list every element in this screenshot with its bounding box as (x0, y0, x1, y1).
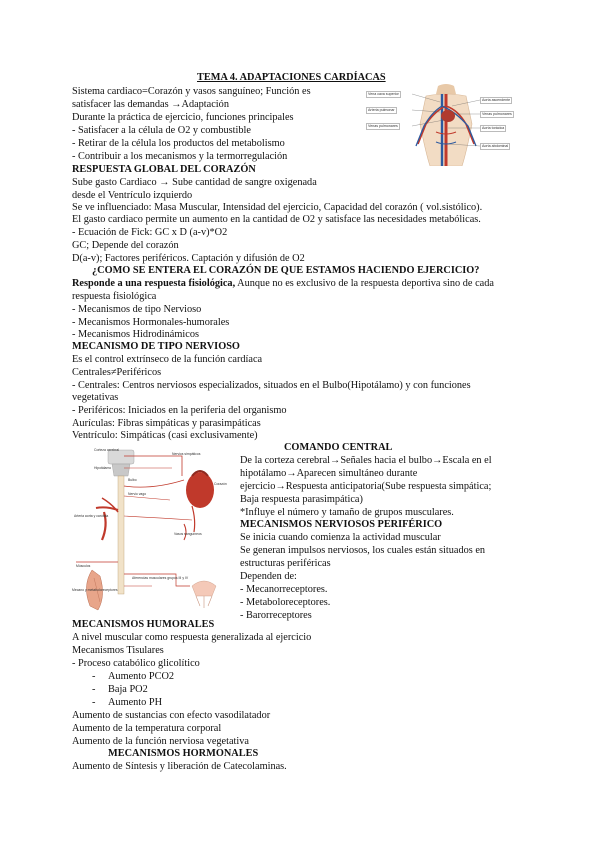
text-line: Sube gasto Cardiaco → Sube cantidad de sangre oxigenada (72, 177, 317, 188)
text-line: Se generan impulsos nerviosos, los cuales están situados en (240, 545, 486, 556)
text-line: estructuras periféricas (240, 558, 331, 569)
section-heading: COMANDO CENTRAL (284, 442, 393, 453)
text-line: - Mecanorreceptores. (240, 584, 328, 595)
text-line: De la corteza cerebral→Señales hacia el bulbo→Escala en el (240, 455, 492, 466)
text-line (72, 278, 494, 290)
fig-label: Venas pulmonares (482, 112, 512, 116)
fig-label: Aferencias musculares grupos III y IV (132, 576, 189, 580)
lead-rest: Aunque no es exclusivo de la respuesta deportiva sino de cada (235, 278, 494, 289)
text-line: Baja respuesta parasimpática) (240, 494, 363, 505)
text-line: ejercicio→Respuesta anticipatoria(Sube respuesta simpática; (240, 481, 492, 492)
fig-label: Vasos sanguíneos (174, 532, 202, 536)
fig-label: Aorta abdominal (482, 144, 509, 148)
text-line: - Metaboloreceptores. (240, 597, 331, 608)
text-line: - Mecanismos Hidrodinámicos (72, 329, 199, 340)
text-line: Es el control extrínseco de la función cardíaca (72, 354, 263, 365)
bullet-item: Aumento PH (108, 697, 163, 708)
text-line: - Barorreceptores (240, 610, 312, 621)
bullet-item: Baja PO2 (108, 684, 148, 695)
text-line: Se inicia cuando comienza la actividad muscular (240, 532, 441, 543)
section-heading: MECANISMOS HORMONALES (108, 748, 259, 759)
fig-label: Mecano y metaboloreceptores (72, 588, 118, 592)
intro-line: - Contribuir a los mecanismos y la termorregulación (72, 151, 288, 162)
text-line: Ventrículo: Simpáticas (casi exclusivamente) (72, 430, 258, 441)
text-line: Se ve influenciado: Masa Muscular, Intensidad del ejercicio, Capacidad del corazón ( vol.sistólico). (72, 202, 483, 213)
circulatory-system-figure (366, 84, 526, 166)
bullet-dash: - (92, 671, 96, 682)
bullet-dash: - (92, 697, 96, 708)
fig-label: Hipotálamo (94, 466, 112, 470)
section-heading: ¿COMO SE ENTERA EL CORAZÓN DE QUE ESTAMOS HACIENDO EJERCICIO? (92, 265, 480, 276)
text-line: desde el Ventrículo izquierdo (72, 190, 193, 201)
fig-label: Corazón (214, 482, 227, 486)
fig-label: Arteria pulmonar (368, 108, 395, 112)
text-line: Mecanismos Tisulares (72, 645, 164, 656)
text-line: hipotálamo→Aparecen simultáneo durante (240, 468, 418, 479)
text-line: - Centrales: Centros nerviosos especializados, situados en el Bulbo(Hipotálamo) y con funciones (72, 380, 471, 391)
text-line: Dependen de: (240, 571, 297, 582)
fig-label: Bulbo (128, 478, 137, 482)
fig-label: Corteza cerebral (94, 448, 120, 452)
bullet-dash: - (92, 684, 96, 695)
fig-label: Músculos (76, 564, 91, 568)
text-line: Aumento de la función nerviosa vegetativa (72, 736, 249, 747)
bullet-item: Aumento PCO2 (108, 671, 175, 682)
intro-line: Sistema cardiaco=Corazón y vasos sanguíneo; Función es (72, 86, 311, 97)
section-heading: MECANISMO DE TIPO NERVIOSO (72, 341, 240, 352)
fig-label: Venas pulmonares (368, 124, 398, 128)
bold-lead: Responde a una respuesta fisiológica, (72, 278, 236, 289)
text-line: - Mecanismos Hormonales-humorales (72, 317, 230, 328)
fig-label: Aorta ascendente (482, 98, 511, 102)
text-line: - Periféricos: Iniciados en la periferia del organismo (72, 405, 287, 416)
intro-line: - Satisfacer a la célula de O2 y combustible (72, 125, 251, 136)
fig-label: Arteria aorta y carótida (74, 514, 109, 518)
text-line: Aumento de sustancias con efecto vasodilatador (72, 710, 271, 721)
page-title: TEMA 4. ADAPTACIONES CARDÍACAS (197, 72, 386, 83)
section-heading: RESPUESTA GLOBAL DEL CORAZÓN (72, 164, 256, 175)
text-line: Aurículas: Fibras simpáticas y parasimpáticas (72, 418, 261, 429)
text-line: Centrales≠Periféricos (72, 367, 162, 378)
fig-label: Vena cava superior (368, 92, 399, 96)
text-line: *Influye el número y tamaño de grupos musculares. (240, 507, 454, 518)
text-line: El gasto cardiaco permite un aumento en la cantidad de O2 y satisface las necesidades metabólicas. (72, 214, 481, 225)
text-line: GC; Depende del corazón (72, 240, 179, 251)
text-line: D(a-v); Factores periféricos. Captación y difusión de O2 (72, 253, 305, 264)
text-line: - Proceso catabólico glicolítico (72, 658, 200, 669)
intro-line: satisfacer las demandas →Adaptación (72, 99, 229, 110)
section-heading: MECANISMOS HUMORALES (72, 619, 215, 630)
text-line: - Ecuación de Fick: GC x D (a-v)*O2 (72, 227, 228, 238)
section-heading: MECANISMOS NERVIOSOS PERIFÉRICO (240, 519, 443, 530)
text-line: respuesta fisiológica (72, 291, 157, 302)
intro-line: - Retirar de la célula los productos del metabolismo (72, 138, 285, 149)
nervous-control-figure (72, 446, 238, 614)
text-line: Aumento de la temperatura corporal (72, 723, 222, 734)
fig-label: Aorta torácica (482, 126, 505, 130)
fig-label: Nervios simpáticos (172, 452, 201, 456)
intro-line: Durante la práctica de ejercicio, funciones principales (72, 112, 294, 123)
text-line: A nivel muscular como respuesta generalizada al ejercicio (72, 632, 312, 643)
text-line: Aumento de Síntesis y liberación de Catecolaminas. (72, 761, 287, 772)
fig-label: Nervio vago (128, 492, 147, 496)
text-line: vegetativas (72, 392, 119, 403)
text-line: - Mecanismos de tipo Nervioso (72, 304, 202, 315)
